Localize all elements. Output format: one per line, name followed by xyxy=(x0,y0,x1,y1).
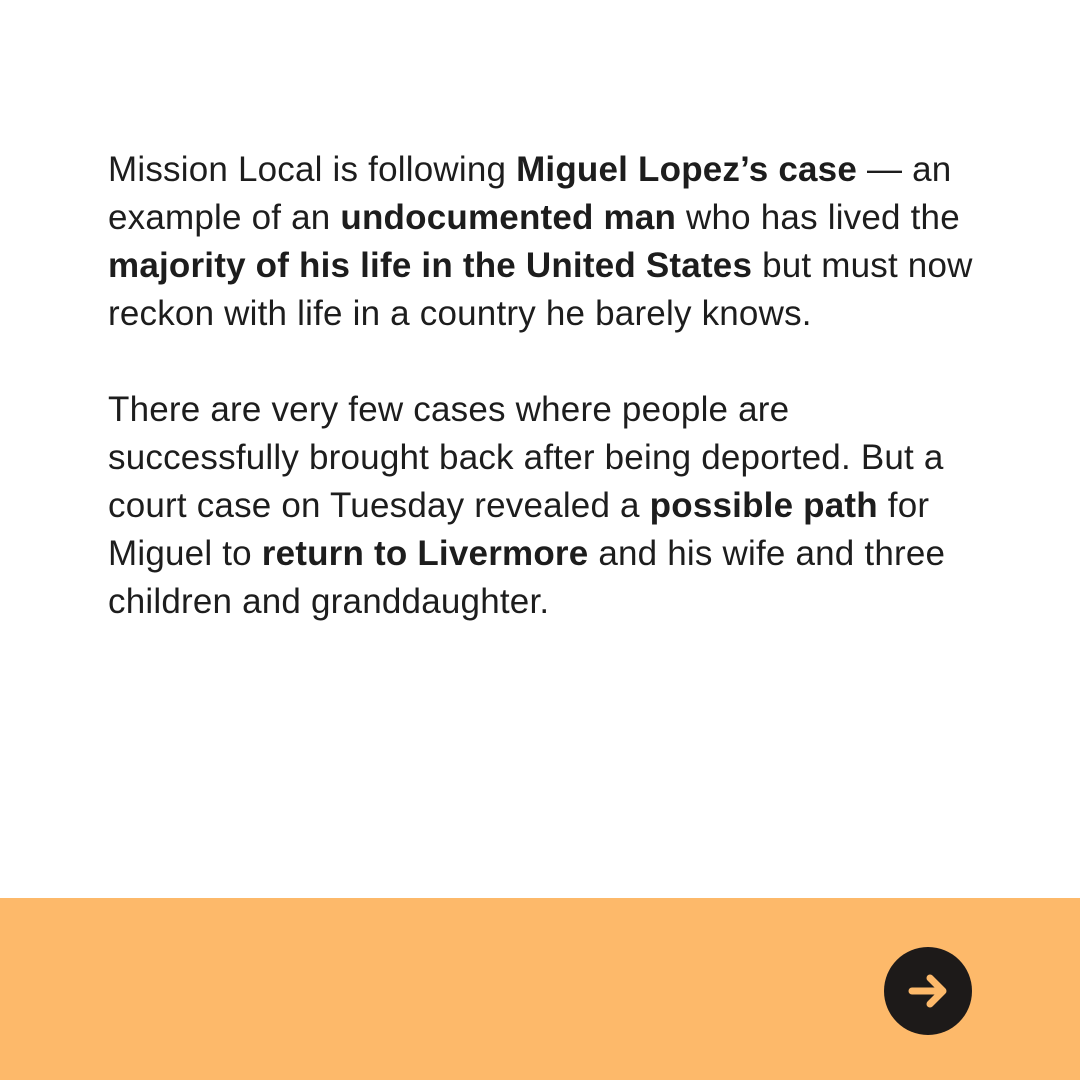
text-segment: and his wife and three children and granddaughter. xyxy=(108,534,946,621)
highlight-case-name: Miguel Lopez’s case xyxy=(516,150,858,189)
text-segment: for Miguel to xyxy=(108,486,930,573)
highlight-majority-of-life: majority of his life in the United States xyxy=(108,246,753,285)
highlight-undocumented: undocumented man xyxy=(340,198,677,237)
next-slide-button[interactable] xyxy=(884,947,972,1035)
paragraph-court-case xyxy=(108,386,988,626)
text-segment: but must now reckon with life in a country he barely knows. xyxy=(108,246,973,333)
arrow-right-icon xyxy=(900,963,956,1019)
text-segment: Mission Local is following xyxy=(108,150,517,189)
slide-body xyxy=(108,146,988,626)
text-segment: who has lived the xyxy=(676,198,960,237)
highlight-return-to-livermore: return to Livermore xyxy=(261,534,589,573)
text-segment: There are very few cases where people are successfully brought back after being deported. But a court case on Tuesday revealed a xyxy=(108,390,944,525)
highlight-possible-path: possible path xyxy=(649,486,878,525)
paragraph-intro xyxy=(108,146,988,338)
text-segment: — an example of an xyxy=(108,150,952,237)
